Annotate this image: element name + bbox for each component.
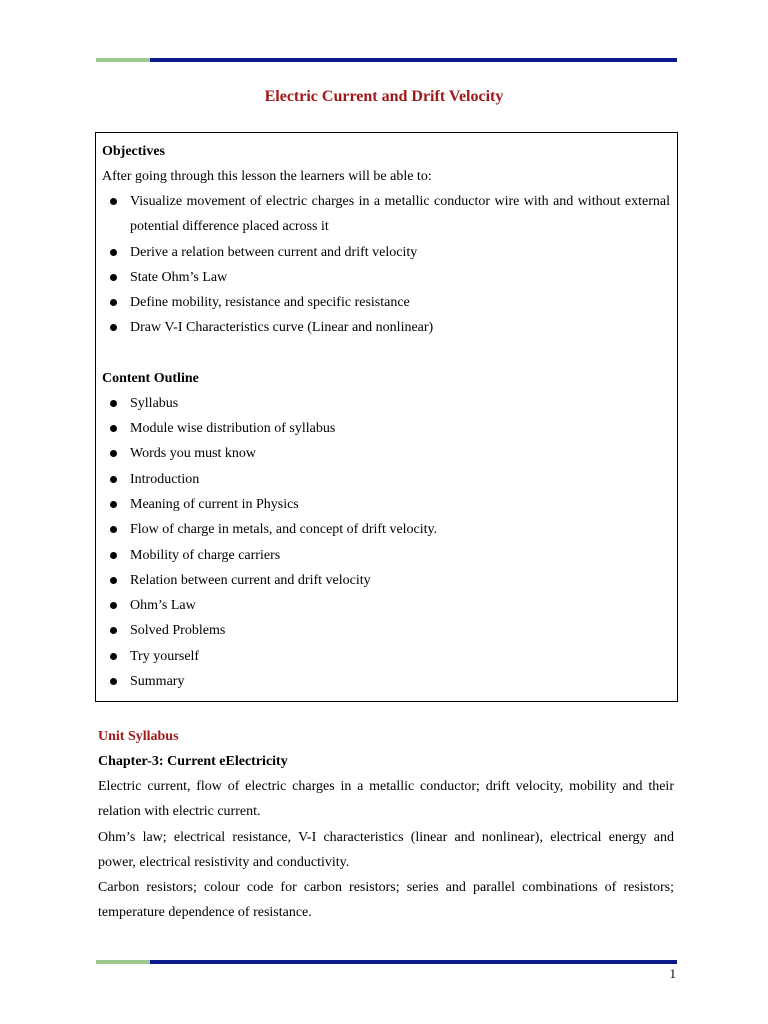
outline-item: Introduction (102, 467, 670, 492)
footer-rule (96, 960, 677, 964)
outline-item: Mobility of charge carriers (102, 543, 670, 568)
header-rule-blue (150, 58, 677, 62)
content-outline-list (102, 391, 670, 695)
page-number: 1 (669, 966, 676, 981)
section-spacer (102, 341, 670, 366)
objectives-box (95, 132, 678, 702)
objectives-list (102, 189, 670, 341)
header-rule (96, 58, 677, 62)
objective-item: Define mobility, resistance and specific resistance (102, 290, 670, 315)
unit-syllabus-heading: Unit Syllabus (98, 729, 179, 744)
outline-item: Syllabus (102, 391, 670, 416)
chapter-heading: Chapter-3: Current eElectricity (98, 754, 288, 769)
outline-item: Ohm’s Law (102, 593, 670, 618)
content-outline-heading: Content Outline (102, 370, 199, 386)
outline-item: Meaning of current in Physics (102, 492, 670, 517)
header-rule-green (96, 58, 150, 62)
objective-item: Draw V-I Characteristics curve (Linear and nonlinear) (102, 315, 670, 340)
footer-rule-green (96, 960, 150, 964)
objective-item: State Ohm’s Law (102, 265, 670, 290)
outline-item: Flow of charge in metals, and concept of drift velocity. (102, 517, 670, 542)
outline-item: Module wise distribution of syllabus (102, 416, 670, 441)
syllabus-paragraph: Ohm’s law; electrical resistance, V-I characteristics (linear and nonlinear), electrical energy and power, electrical resistivity and conductivity. (98, 829, 674, 870)
objective-item: Derive a relation between current and drift velocity (102, 240, 670, 265)
outline-item: Summary (102, 669, 670, 694)
outline-item: Try yourself (102, 644, 670, 669)
outline-item: Words you must know (102, 441, 670, 466)
syllabus-paragraph: Carbon resistors; colour code for carbon resistors; series and parallel combinations of resistors; temperature dependence of resistance. (98, 880, 674, 921)
objectives-intro: After going through this lesson the learners will be able to: (102, 169, 432, 184)
outline-item: Relation between current and drift velocity (102, 568, 670, 593)
page-title: Electric Current and Drift Velocity (264, 88, 504, 105)
syllabus-paragraph: Electric current, flow of electric charges in a metallic conductor; drift velocity, mobility and their relation with electric current. (98, 779, 674, 820)
footer-rule-blue (150, 960, 677, 964)
objective-item: Visualize movement of electric charges in a metallic conductor wire with and without external potential difference placed across it (102, 189, 670, 240)
outline-item: Solved Problems (102, 618, 670, 643)
objectives-heading: Objectives (102, 144, 165, 159)
unit-syllabus-section (98, 724, 674, 926)
